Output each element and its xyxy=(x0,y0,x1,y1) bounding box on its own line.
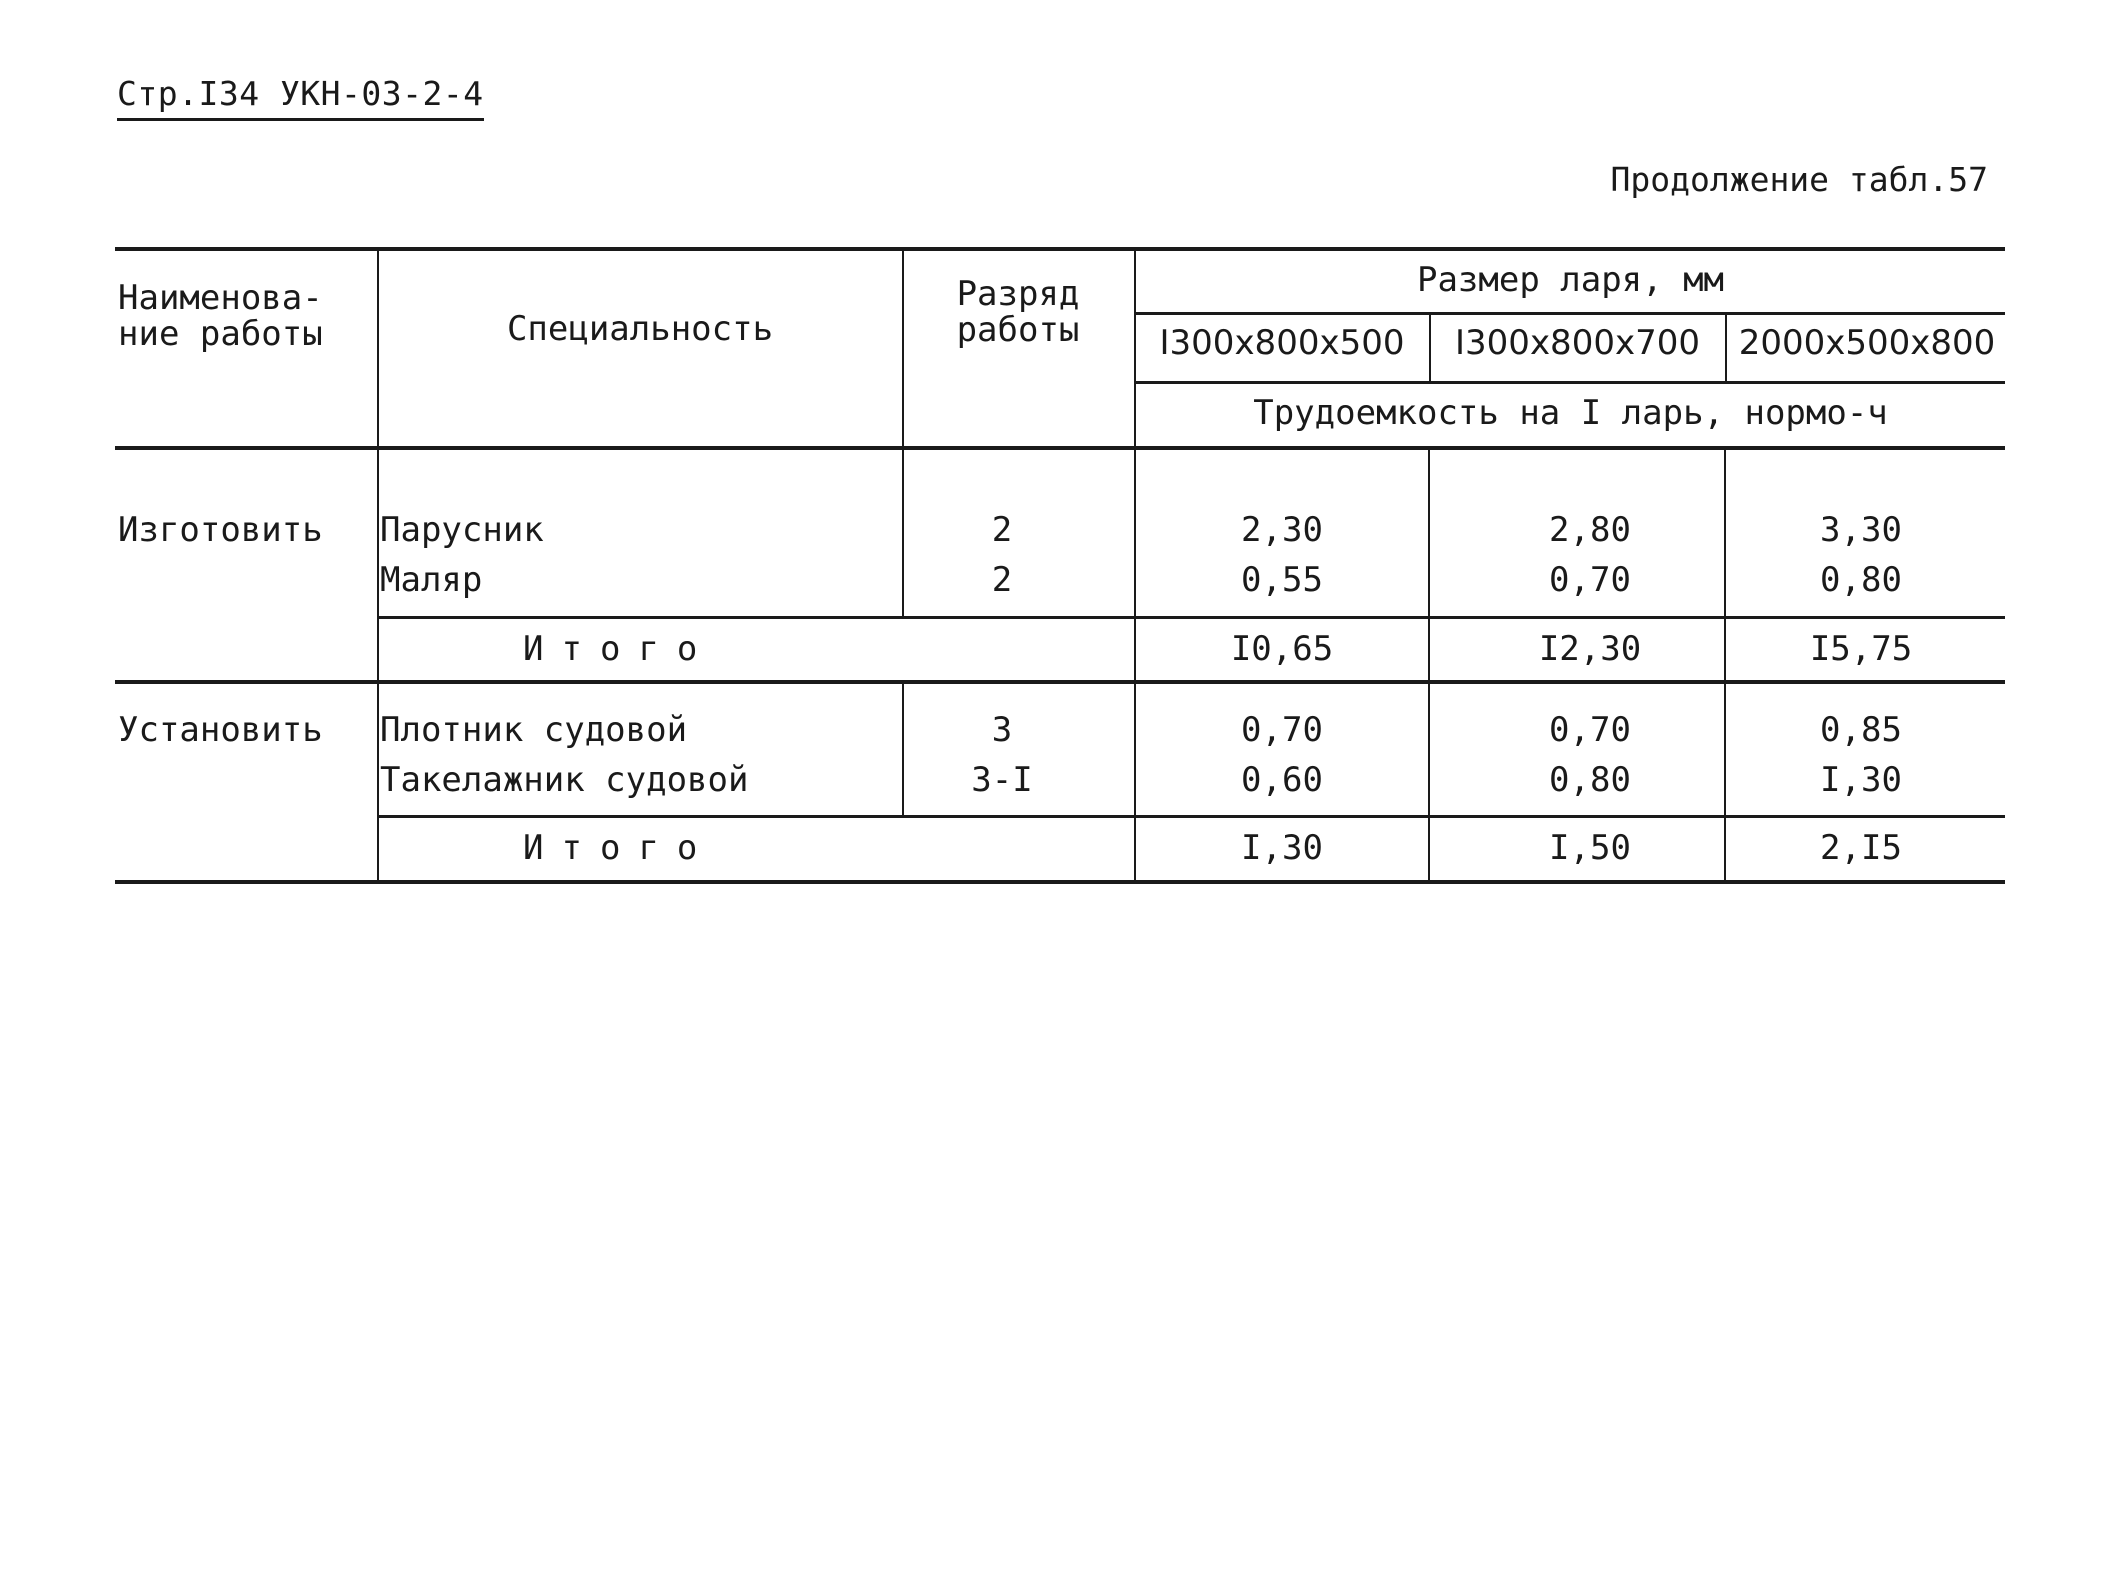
table-row-value: 0,85 xyxy=(1820,710,1902,750)
size-header-rule xyxy=(1136,312,2005,315)
group1-total-top-rule xyxy=(377,616,2005,619)
table-row-grade: 2 xyxy=(991,510,1013,550)
total-label: Итого xyxy=(523,629,716,669)
table-row-grade: 2 xyxy=(991,560,1013,600)
head-work-name-line2: ние работы xyxy=(118,314,323,354)
table-top-rule xyxy=(115,247,2005,251)
head-size-title: Размер ларя, мм xyxy=(1416,260,1725,300)
table-row-grade: 3-I xyxy=(971,760,1033,800)
table-row-specialty: Маляр xyxy=(380,560,483,600)
page-header: Стр.I34 УКН-03-2-4 xyxy=(117,72,484,121)
table-row-value: 0,80 xyxy=(1820,560,1902,600)
table-row-specialty: Плотник судовой xyxy=(380,710,688,750)
header-bottom-rule xyxy=(115,446,2005,450)
head-grade-line1: Разряд xyxy=(956,274,1080,314)
head-specialty: Специальность xyxy=(506,309,774,349)
head-size-2: I300x800x700 xyxy=(1455,323,1700,363)
table-row-value: I,30 xyxy=(1820,760,1902,800)
table-row-value: 0,60 xyxy=(1241,760,1323,800)
head-size-3: 2000x500x800 xyxy=(1738,323,1996,363)
table-row-value: 0,80 xyxy=(1549,760,1631,800)
head-work-name xyxy=(118,280,373,352)
head-work-name-line1: Наименова- xyxy=(118,278,323,318)
table-row-value: 0,55 xyxy=(1241,560,1323,600)
head-size-1: I300x800x500 xyxy=(1159,323,1405,363)
total-value: I,50 xyxy=(1549,828,1631,868)
group-name-install: Установить xyxy=(118,710,323,750)
table-row-value: 2,80 xyxy=(1549,510,1631,550)
col-divider-work-specialty xyxy=(377,247,379,882)
table-bottom-rule xyxy=(115,880,2005,884)
table-row-specialty: Парусник xyxy=(380,510,544,550)
total-value: 2,I5 xyxy=(1820,828,1902,868)
group1-bottom-rule xyxy=(115,680,2005,684)
table-row-value: 0,70 xyxy=(1241,710,1323,750)
table-row-value: 2,30 xyxy=(1241,510,1323,550)
table-row-value: 3,30 xyxy=(1820,510,1902,550)
total-value: I,30 xyxy=(1241,828,1323,868)
total-value: I5,75 xyxy=(1809,629,1913,669)
head-labor-title: Трудоемкость на I ларь, нормо-ч xyxy=(1253,393,1888,433)
table-row-value: 0,70 xyxy=(1549,560,1631,600)
total-label: Итого xyxy=(523,828,716,868)
table-row-value: 0,70 xyxy=(1549,710,1631,750)
head-grade xyxy=(904,276,1132,348)
group2-total-top-rule xyxy=(377,815,2005,818)
table-row-specialty: Такелажник судовой xyxy=(380,760,749,800)
group-name-manufacture: Изготовить xyxy=(118,510,323,550)
total-value: I2,30 xyxy=(1538,629,1642,669)
table-caption: Продолжение табл.57 xyxy=(1610,160,1988,199)
table-row-grade: 3 xyxy=(991,710,1013,750)
total-value: I0,65 xyxy=(1230,629,1334,669)
head-grade-line2: работы xyxy=(956,310,1080,350)
labor-header-rule xyxy=(1136,381,2005,384)
